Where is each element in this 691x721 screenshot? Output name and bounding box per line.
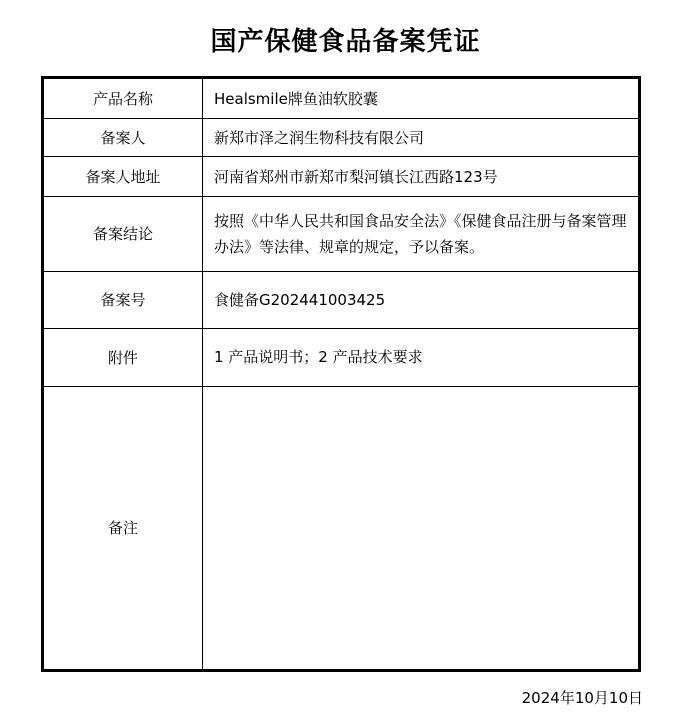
table-row	[43, 78, 640, 119]
table-row	[43, 157, 640, 197]
certificate-table	[41, 76, 641, 672]
row-label-attachments: 附件	[43, 329, 203, 387]
row-value-attachments: 1 产品说明书；2 产品技术要求	[203, 329, 640, 387]
issue-date: 2024年10月10日	[521, 689, 643, 707]
row-value-remarks	[203, 387, 640, 671]
table-row	[43, 119, 640, 157]
table-row	[43, 387, 640, 671]
row-label-registrant: 备案人	[43, 119, 203, 157]
row-label-registration-number: 备案号	[43, 272, 203, 329]
row-value-registrant-address: 河南省郑州市新郑市梨河镇长江西路123号	[203, 157, 640, 197]
row-value-product-name: Healsmile牌鱼油软胶囊	[203, 78, 640, 119]
row-value-registration-number: 食健备G202441003425	[203, 272, 640, 329]
table-row	[43, 272, 640, 329]
table-row	[43, 329, 640, 387]
row-label-remarks: 备注	[43, 387, 203, 671]
row-label-registrant-address: 备案人地址	[43, 157, 203, 197]
document-title: 国产保健食品备案凭证	[210, 27, 481, 57]
row-label-product-name: 产品名称	[43, 78, 203, 119]
row-value-conclusion: 按照《中华人民共和国食品安全法》《保健食品注册与备案管理办法》等法律、规章的规定，予以备案。	[203, 197, 640, 272]
row-value-registrant: 新郑市泽之润生物科技有限公司	[203, 119, 640, 157]
table-row	[43, 197, 640, 272]
row-label-conclusion: 备案结论	[43, 197, 203, 272]
